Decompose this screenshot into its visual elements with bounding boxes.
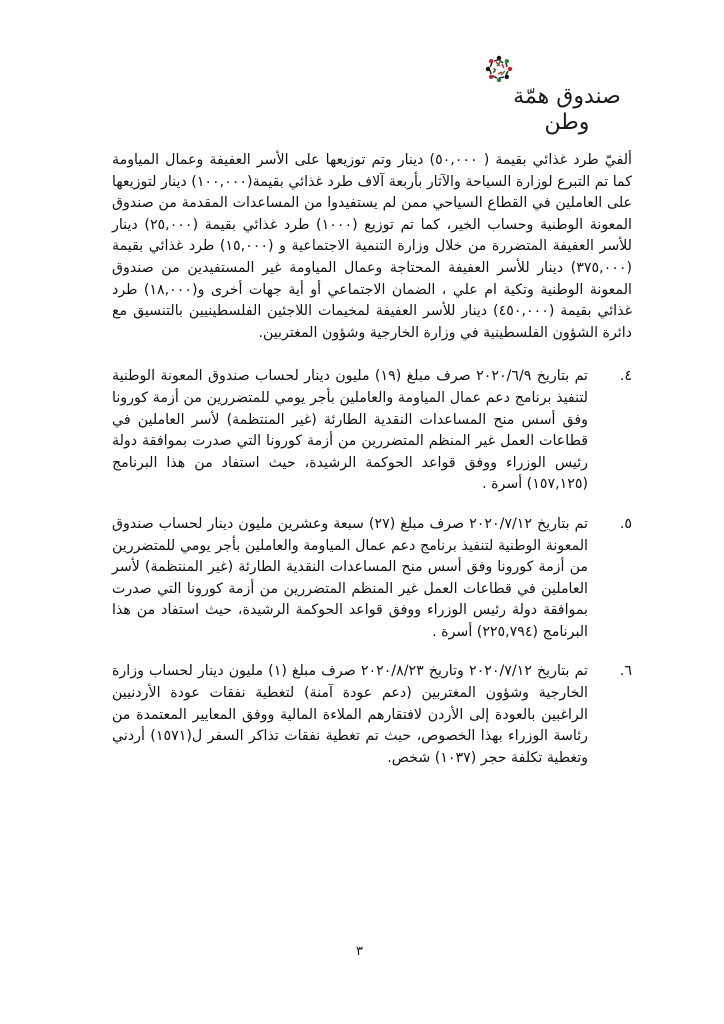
list-item <box>112 366 632 496</box>
document-body <box>112 150 632 769</box>
list-item-number: ٤. <box>619 368 632 385</box>
list-item-text: تم بتاريخ ٢٠٢٠/٧/١٢ وتاريخ ٢٠٢٠/٨/٢٣ صرف مبلغ (١) مليون دينار لحساب وزارة الخارجية وشؤون المغتربين (دعم عودة آمنة) لتغطية نفقات عودة الأردنيين الراغبين بالعودة إلى الأردن لافتقارهم الملاءة المالية ووفق المعايير المعتمدة من رئاسة الوزراء بهذا الخصوص، حيث تم تغطية نفقات تذاكر السفر ل(١٥٧١) أردني وتغطية تكلفة حجر (١٠٣٧) شخص. <box>112 663 588 766</box>
list-item-number: ٦. <box>619 663 632 680</box>
numbered-list <box>112 366 632 769</box>
logo-wordmark: صندوق همّة وطن <box>513 84 621 135</box>
list-item <box>112 514 632 644</box>
page-number: ٣ <box>356 944 363 959</box>
logo-figures <box>486 56 512 82</box>
list-item-text: تم بتاريخ ٢٠٢٠/٧/١٢ صرف مبلغ (٢٧) سبعة وعشرين مليون دينار لحساب صندوق المعونة الوطنية لتنفيذ برنامج دعم عمال المياومة والعاملين بأجر يومي للمتضررين من أزمة كورونا وفق أسس منح المساعدات النقدية الطارئة (غير المنتظمة) لأسر العاملين في قطاعات العمل غير المنظم المتضررين من أزمة كورونا التي صدرت بموافقة دولة رئيس الوزراء ووفق قواعد الحوكمة الرشيدة، حيث استفاد من هذا البرنامج (٢٢٥,٧٩٤) أسرة . <box>112 515 589 640</box>
list-item-number: ٥. <box>619 515 632 532</box>
ring-of-people-icon <box>484 54 514 84</box>
list-item-text: تم بتاريخ ٢٠٢٠/٦/٩ صرف مبلغ (١٩) مليون دينار لحساب صندوق المعونة الوطنية لتنفيذ برنامج دعم عمال المياومة والعاملين بأجر يومي للمتضررين من أزمة كورونا وفق أسس منح المساعدات النقدية الطارئة (غير المنتظمة) لأسر العاملين في قطاعات العمل غير المنظم المتضررين من أزمة كورونا التي صدرت بموافقة دولة رئيس الوزراء ووفق قواعد الحوكمة الرشيدة، حيث استفاد من هذا البرنامج (١٥٧,١٢٥) أسرة . <box>112 368 589 493</box>
list-item <box>112 661 632 769</box>
continuation-paragraph: ألفيّ طرد غذائي بقيمة ( ٥٠,٠٠٠) دينار وتم توزيعها على الأسر العفيفة وعمال المياومة كما تم التبرع لوزارة السياحة والآثار بأربعة آلاف طرد غذائي بقيمة(١٠٠,٠٠٠) دينار لتوزيعها على العاملين في القطاع السياحي ممن لم يستفيدوا من المساعدات المقدمة من صندوق المعونة الوطنية وحساب الخير، كما تم توزيع (١٠٠٠) طرد غذائي بقيمة (٢٥,٠٠٠) دينار للأسر العفيفة المتضررة من خلال وزارة التنمية الاجتماعية و (١٥,٠٠٠) طرد غذائي بقيمة (٣٧٥,٠٠٠) دينار للأسر العفيفة المحتاجة وعمال المياومة غير المستفيدين من صندوق المعونة الوطنية وتكية ام علي ، الضمان الاجتماعي أو أية جهات أخرى و(١٨,٠٠٠) طرد غذائي بقيمة (٤٥٠,٠٠٠) دينار للأسر العفيفة لمخيمات اللاجئين الفلسطينيين بالتنسيق مع دائرة الشؤون الفلسطينية في وزارة الخارجية وشؤون المغتربين. <box>112 152 633 341</box>
